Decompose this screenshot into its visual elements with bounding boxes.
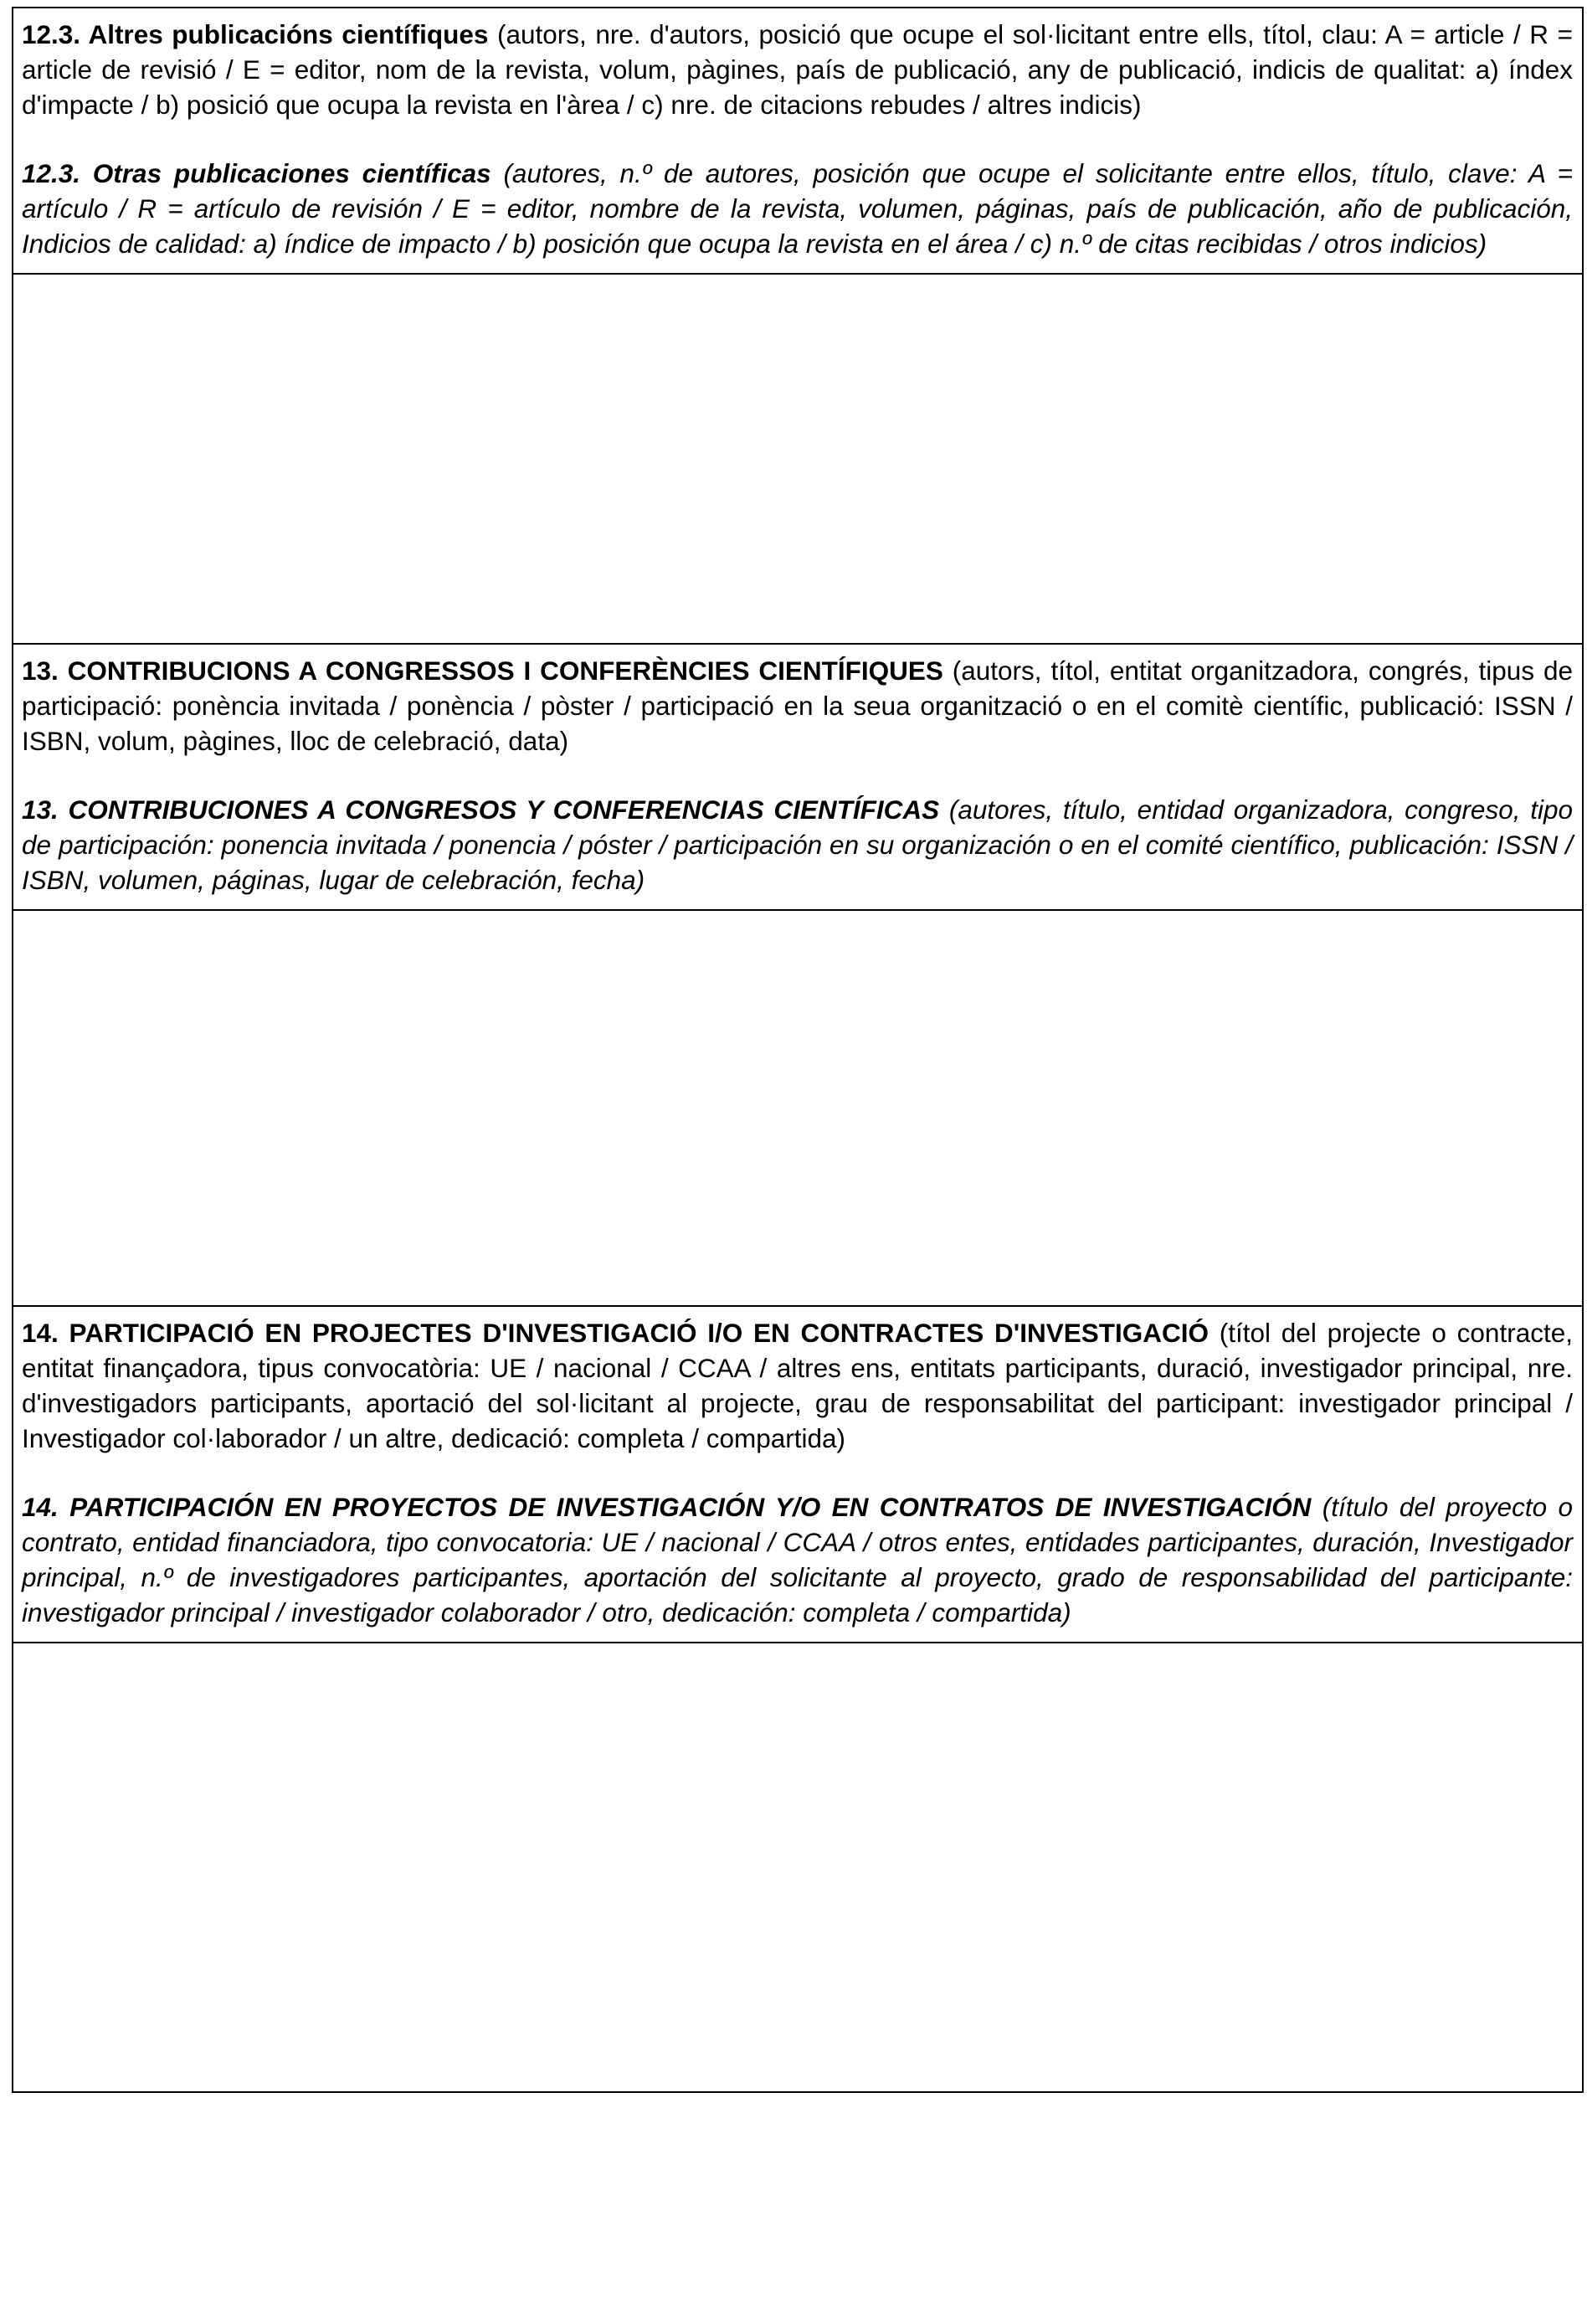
section-14-catalan — [22, 1315, 1573, 1456]
section-14-spanish-description: (título del proyecto o contrato, entidad financiadora, tipo convocatoria: UE / nacional / CCAA / otros entes, entidades participantes, duración, Investigador principal, n.º de investigadores participantes, aportación del solicitante al proyecto, grado de responsabilidad del participante: investigador principal / investigador colaborador / otro, dedicación: completa / compartida) — [22, 1492, 1573, 1627]
section-14-spanish-heading: 14. PARTICIPACIÓN EN PROYECTOS DE INVESTIGACIÓN Y/O EN CONTRATOS DE INVESTIGACIÓN — [22, 1492, 1312, 1522]
section-13-spanish-description: (autores, título, entidad organizadora, congreso, tipo de participación: ponencia invitada / ponencia / póster / participación en su organización o en el comité científico, publicación: ISSN / ISBN, volumen, páginas, lugar de celebración, fecha) — [22, 794, 1573, 895]
section-12-3-header — [13, 8, 1583, 274]
section-14-catalan-description: (títol del projecte o contracte, entitat finançadora, tipus convocatòria: UE / nacional / CCAA / altres ens, entitats participants, duració, investigador principal, nre. d'investigadors participants, aportació del sol·licitant al projecte, grau de responsabilitat del participant: investigador principal / Investigador col·laborador / un altre, dedicació: completa / compartida) — [22, 1318, 1573, 1453]
section-13-spanish — [22, 792, 1573, 897]
section-12-3-catalan-heading: 12.3. Altres publicacións científiques — [22, 19, 489, 49]
section-13-catalan-heading: 13. CONTRIBUCIONS A CONGRESSOS I CONFERÈNCIES CIENTÍFIQUES — [22, 656, 943, 686]
section-12-3-spanish-description: (autores, n.º de autores, posición que ocupe el solicitante entre ellos, título, clave: A = artículo / R = artículo de revisión / E = editor, nombre de la revista, volumen, páginas, país de publicación, año de publicación, Indicios de calidad: a) índice de impacto / b) posición que ocupa la revista en el área / c) n.º de citas recibidas / otros indicios) — [22, 158, 1573, 259]
section-14-answer-field[interactable] — [13, 1643, 1583, 2092]
section-13-catalan-description: (autors, títol, entitat organitzadora, congrés, tipus de participació: ponència invitada / ponència / pòster / participació en la seua organització o en el comitè científic, publicació: ISSN / ISBN, volum, pàgines, lloc de celebració, data) — [22, 656, 1573, 756]
section-14-spanish — [22, 1489, 1573, 1630]
section-12-3-catalan — [22, 17, 1573, 122]
section-12-3-spanish-heading: 12.3. Otras publicaciones científicas — [22, 158, 491, 188]
section-14-catalan-heading: 14. PARTICIPACIÓ EN PROJECTES D'INVESTIGACIÓ I/O EN CONTRACTES D'INVESTIGACIÓ — [22, 1318, 1210, 1348]
section-12-3-answer-field[interactable] — [13, 274, 1583, 644]
section-12-3-spanish — [22, 156, 1573, 261]
section-13-header — [13, 644, 1583, 910]
section-12-3-catalan-description: (autors, nre. d'autors, posició que ocupe el sol·licitant entre ells, títol, clau: A = article / R = article de revisió / E = editor, nom de la revista, volum, pàgines, país de publicació, any de publicació, indicis de qualitat: a) índex d'impacte / b) posició que ocupa la revista en l'àrea / c) nre. de citacions rebudes / altres indicis) — [22, 19, 1573, 120]
section-13-spanish-heading: 13. CONTRIBUCIONES A CONGRESOS Y CONFERENCIAS CIENTÍFICAS — [22, 794, 940, 825]
section-13-catalan — [22, 653, 1573, 758]
section-13-answer-field[interactable] — [13, 910, 1583, 1306]
application-form-table — [12, 7, 1584, 2093]
section-14-header — [13, 1306, 1583, 1643]
